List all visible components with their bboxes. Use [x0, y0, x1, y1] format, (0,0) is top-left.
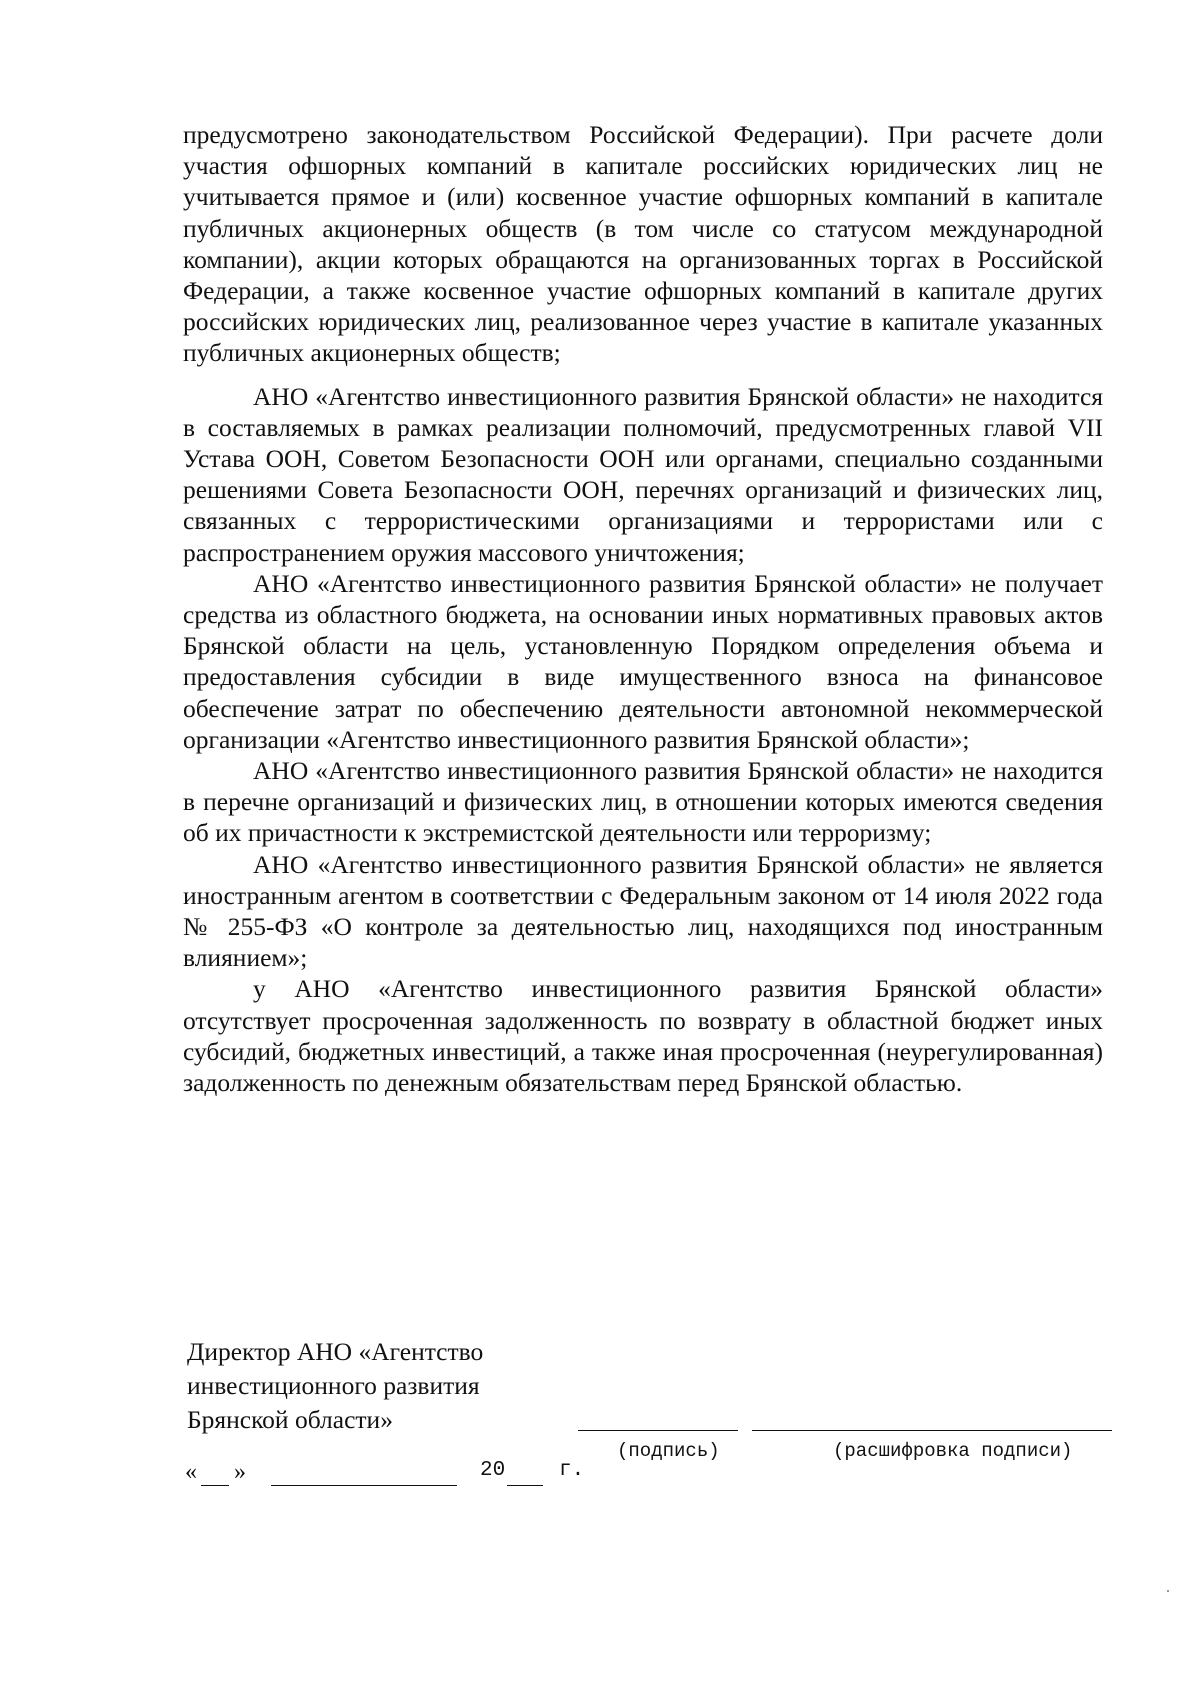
date-year-suffix: г. — [559, 1459, 585, 1482]
paragraph-no-regional-budget-funds: АНО «Агентство инвестиционного развития Брянской области» не получает средства из областного бюджета, на основании иных нормативных правовых актов Брянской области на цель, установленную Порядком определения объема и предоставления субсидии в виде имущественного взноса на финансовое обеспечение затрат по обеспечению деятельности автономной некоммерческой организации «Агентство инвестиционного развития Брянской области»; — [183, 568, 1103, 754]
date-open-quote: « — [185, 1459, 197, 1485]
scan-speck — [1167, 1590, 1169, 1592]
signatory-title-line-2: инвестиционного развития — [187, 1371, 480, 1400]
signatory-title-line-1: Директор АНО «Агентство — [187, 1337, 484, 1366]
signatory-title-line-3: Брянской области» — [187, 1405, 393, 1434]
paragraph-offshore-participation: предусмотрено законодательством Российской Федерации). При расчете доли участия офшорных компаний в капитале российских юридических лиц не учитывается прямое и (или) косвенное участие офшорных компаний в капитале публичных акционерных обществ (в том числе со статусом международной компании), акции которых обращаются на организованных торгах в Российской Федерации, а также косвенное участие офшорных компаний в капитале других российских юридических лиц, реализованное через участие в капитале указанных публичных акционерных обществ; — [183, 120, 1103, 368]
signature-decoding-caption: (расшифровка подписи) — [833, 1440, 1073, 1462]
paragraph-no-overdue-debt: у АНО «Агентство инвестиционного развития Брянской области» отсутствует просроченная задолженность по возврату в областной бюджет иных субсидий, бюджетных инвестиций, а также иная просроченная (неурегулированная) задолженность по денежным обязательствам перед Брянской областью. — [183, 974, 1103, 1098]
signatory-title — [187, 1335, 483, 1437]
date-month-line — [271, 1485, 457, 1486]
paragraph-not-foreign-agent: АНО «Агентство инвестиционного развития Брянской области» не является иностранным агентом в соответствии с Федеральным законом от 14 июля 2022 года № 255-ФЗ «О контроле за деятельностью лиц, находящихся под иностранным влиянием»; — [183, 849, 1103, 973]
date-field — [185, 1457, 605, 1487]
document-body — [183, 119, 1103, 1098]
paragraph-un-sanctions-list: АНО «Агентство инвестиционного развития Брянской области» не находится в составляемых в рамках реализации полномочий, предусмотренных главой VII Устава ООН, Советом Безопасности ООН или органами, специально созданными решениями Совета Безопасности ООН, перечнях организаций и физических лиц, связанных с террористическими организациями и террористами или с распространением оружия массового уничтожения; — [183, 381, 1103, 567]
paragraph-not-in-extremist-list: АНО «Агентство инвестиционного развития Брянской области» не находится в перечне организаций и физических лиц, в отношении которых имеются сведения об их причастности к экстремистской деятельности или терроризму; — [183, 756, 1103, 848]
signature-line — [578, 1430, 738, 1431]
date-day-line — [201, 1485, 229, 1486]
date-year-line — [507, 1485, 543, 1486]
date-close-quote: » — [234, 1459, 246, 1485]
signature-caption: (подпись) — [617, 1440, 720, 1462]
signature-decoding-line — [752, 1430, 1112, 1431]
date-year-prefix: 20 — [480, 1459, 506, 1482]
